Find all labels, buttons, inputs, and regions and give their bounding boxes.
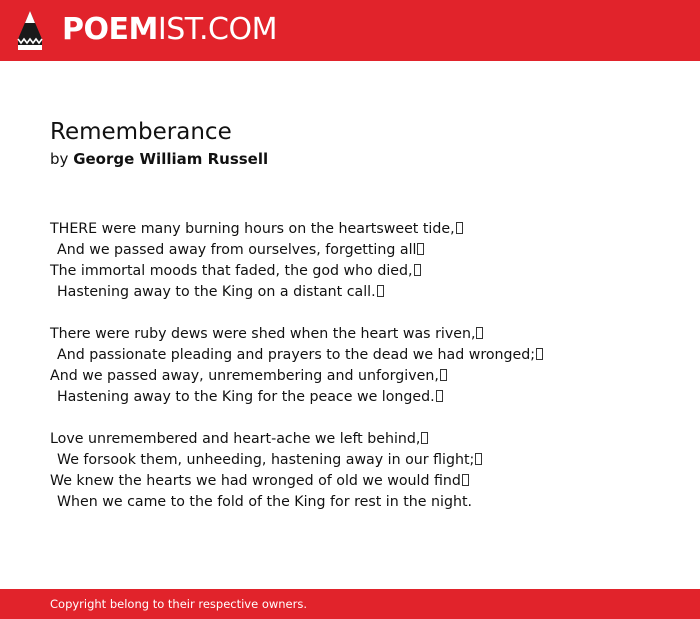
line-break-glyph-icon xyxy=(536,348,543,360)
poem-stanza xyxy=(50,219,670,303)
line-break-glyph-icon xyxy=(414,264,421,276)
poem-line: Hastening away to the King on a distant call. xyxy=(50,282,670,303)
poem-line: Hastening away to the King for the peace we longed. xyxy=(50,387,670,408)
line-break-glyph-icon xyxy=(440,369,447,381)
pencil-logo-icon[interactable] xyxy=(17,9,43,52)
poem-line: We forsook them, unheeding, hastening away in our flight; xyxy=(50,450,670,471)
poem-line: THERE were many burning hours on the heartsweet tide, xyxy=(50,219,670,240)
poem-line: The immortal moods that faded, the god who died, xyxy=(50,261,670,282)
line-break-glyph-icon xyxy=(456,222,463,234)
site-header xyxy=(0,0,700,61)
poem-line: And passionate pleading and prayers to the dead we had wronged; xyxy=(50,345,670,366)
line-break-glyph-icon xyxy=(377,285,384,297)
poem-author[interactable]: George William Russell xyxy=(73,150,269,168)
poem-line: And we passed away from ourselves, forgetting all xyxy=(50,240,670,261)
by-label: by xyxy=(50,150,69,168)
site-logo[interactable] xyxy=(62,12,277,48)
poem-line: And we passed away, unremembering and unforgiven, xyxy=(50,366,670,387)
poem-line: There were ruby dews were shed when the heart was riven, xyxy=(50,324,670,345)
line-break-glyph-icon xyxy=(421,432,428,444)
line-break-glyph-icon xyxy=(417,243,424,255)
line-break-glyph-icon xyxy=(475,453,482,465)
poem-byline xyxy=(50,149,268,169)
site-footer xyxy=(0,589,700,619)
poem-stanza xyxy=(50,429,670,513)
poem-line: Love unremembered and heart-ache we left behind, xyxy=(50,429,670,450)
poem-stanza xyxy=(50,324,670,408)
line-break-glyph-icon xyxy=(436,390,443,402)
copyright-notice: Copyright belong to their respective owners. xyxy=(50,597,308,611)
logo-bold-text: POEM xyxy=(62,12,158,47)
poem-line: We knew the hearts we had wronged of old we would find xyxy=(50,471,670,492)
poem-title: Rememberance xyxy=(50,119,232,145)
line-break-glyph-icon xyxy=(462,474,469,486)
poem-line: When we came to the fold of the King for rest in the night. xyxy=(57,494,473,510)
poem-body xyxy=(50,219,670,534)
logo-light-text: IST.COM xyxy=(157,12,277,47)
line-break-glyph-icon xyxy=(476,327,483,339)
